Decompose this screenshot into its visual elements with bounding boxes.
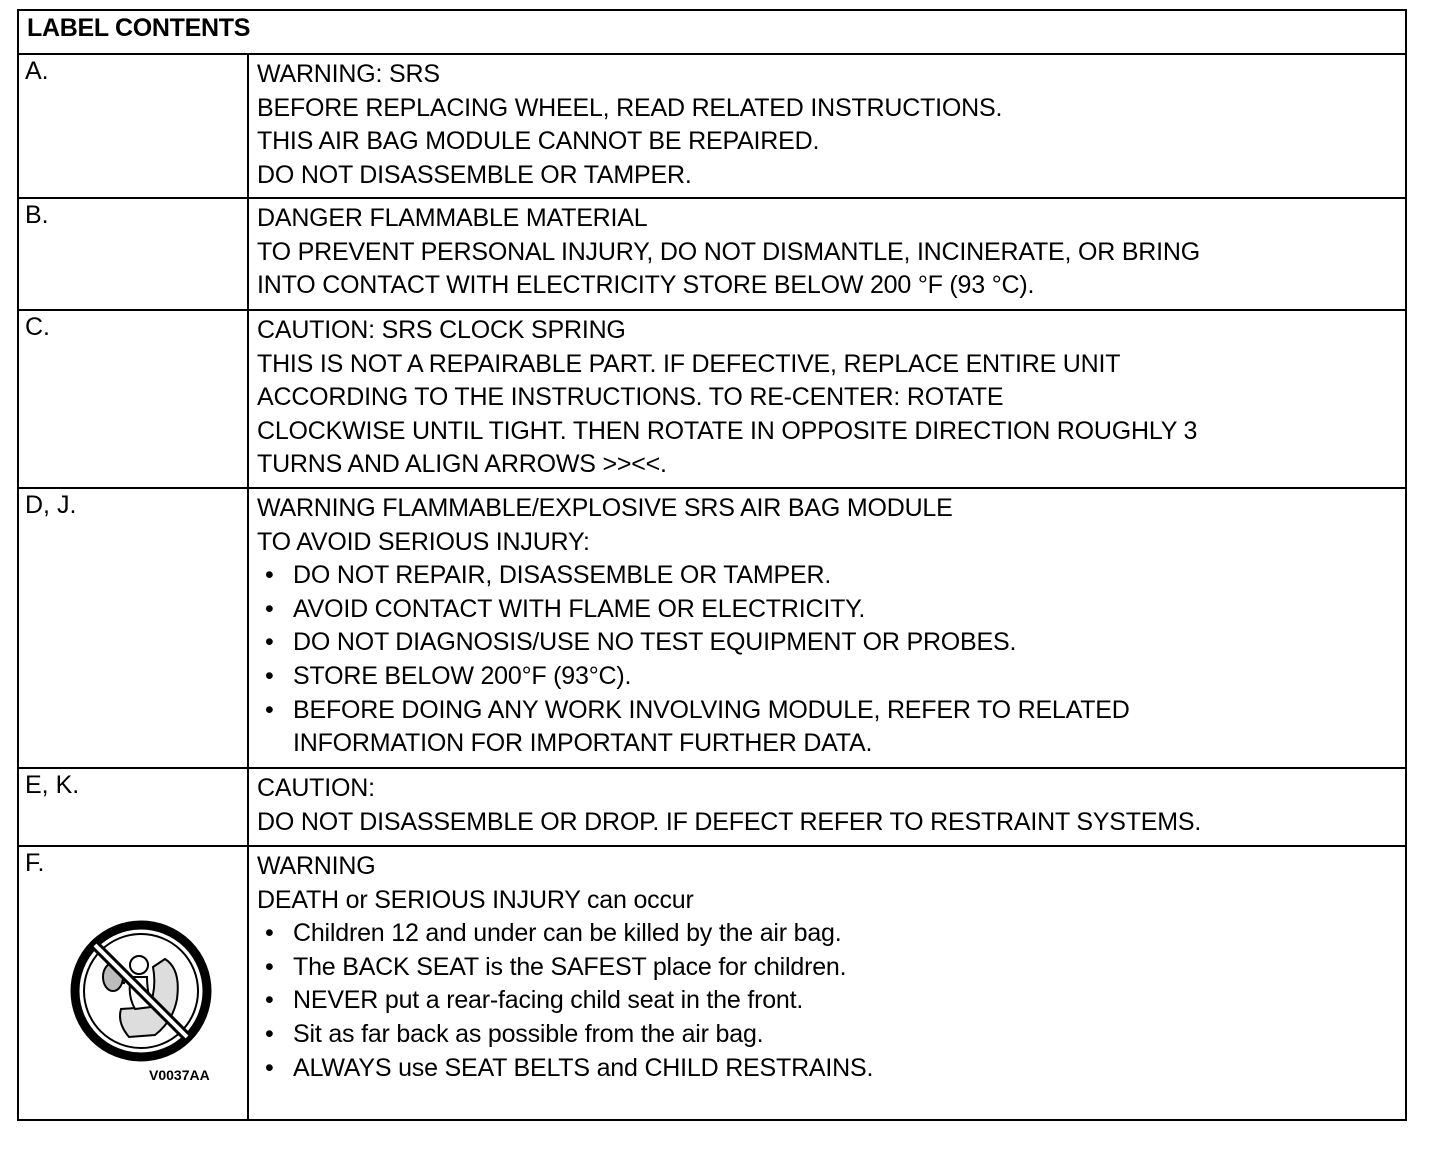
bullet-icon: • — [265, 952, 274, 981]
bullet-icon: • — [265, 594, 274, 623]
table-row-dj — [19, 489, 1405, 769]
row-text — [249, 769, 1405, 845]
table-header: LABEL CONTENTS — [19, 11, 1405, 55]
list-item: • STORE BELOW 200°F (93°C). — [257, 660, 1405, 694]
text-line: DANGER FLAMMABLE MATERIAL — [257, 204, 648, 232]
text-line: WARNING — [257, 852, 376, 880]
bullet-icon: • — [265, 661, 274, 690]
table-row-ek — [19, 769, 1405, 847]
bullet-icon: • — [265, 628, 274, 657]
bullet-icon: • — [265, 919, 274, 948]
text-line: THIS AIR BAG MODULE CANNOT BE REPAIRED. — [257, 127, 820, 156]
bullet-list — [257, 917, 1405, 1085]
table-row-b — [19, 199, 1405, 311]
text-line: WARNING FLAMMABLE/EXPLOSIVE SRS AIR BAG MODULE — [257, 494, 953, 522]
row-text — [249, 847, 1405, 1119]
text-line: DO NOT DISASSEMBLE OR DROP. IF DEFECT REFER TO RESTRAINT SYSTEMS. — [257, 807, 1202, 836]
row-text — [249, 199, 1405, 309]
bullet-icon: • — [265, 1019, 274, 1048]
text-line: TO PREVENT PERSONAL INJURY, DO NOT DISMANTLE, INCINERATE, OR BRING — [257, 237, 1201, 266]
text-line: INTO CONTACT WITH ELECTRICITY STORE BELOW 200 °F (93 °C). — [257, 271, 1035, 300]
row-text — [249, 311, 1405, 487]
table-row-c — [19, 311, 1405, 489]
bullet-icon: • — [265, 986, 274, 1015]
row-label: F. — [25, 849, 45, 877]
icon-code: V0037AA — [149, 1067, 210, 1083]
list-item: • NEVER put a rear-facing child seat in the front. — [257, 984, 1405, 1018]
row-label: E, K. — [19, 769, 249, 845]
text-line: CAUTION: — [257, 774, 375, 802]
row-label: A. — [19, 55, 249, 197]
bullet-list — [257, 559, 1405, 761]
text-line: DEATH or SERIOUS INJURY can occur — [257, 885, 694, 914]
list-item: • The BACK SEAT is the SAFEST place for children. — [257, 951, 1405, 985]
row-label: D, J. — [19, 489, 249, 767]
text-line: CLOCKWISE UNTIL TIGHT. THEN ROTATE IN OPPOSITE DIRECTION ROUGHLY 3 — [257, 416, 1198, 445]
bullet-icon: • — [265, 561, 274, 590]
text-line: DO NOT DISASSEMBLE OR TAMPER. — [257, 160, 692, 189]
text-line: THIS IS NOT A REPAIRABLE PART. IF DEFECTIVE, REPLACE ENTIRE UNIT — [257, 349, 1121, 378]
text-line: ACCORDING TO THE INSTRUCTIONS. TO RE-CENTER: ROTATE — [257, 383, 1004, 412]
list-item: • Children 12 and under can be killed by the air bag. — [257, 917, 1405, 951]
text-line: TO AVOID SERIOUS INJURY: — [257, 527, 590, 556]
text-line: WARNING: SRS — [257, 60, 440, 88]
row-label: C. — [19, 311, 249, 487]
table-row-a — [19, 55, 1405, 199]
label-contents-table — [17, 9, 1407, 1121]
table-row-f — [19, 847, 1405, 1119]
text-line: BEFORE REPLACING WHEEL, READ RELATED INSTRUCTIONS. — [257, 93, 1003, 122]
no-child-seat-icon — [69, 919, 214, 1079]
row-label-cell — [19, 847, 249, 1119]
list-item: • AVOID CONTACT WITH FLAME OR ELECTRICITY. — [257, 593, 1405, 627]
list-item-continuation: INFORMATION FOR IMPORTANT FURTHER DATA. — [293, 729, 873, 758]
list-item: • Sit as far back as possible from the air bag. — [257, 1018, 1405, 1052]
row-label: B. — [19, 199, 249, 309]
row-text — [249, 489, 1405, 767]
list-item: • DO NOT REPAIR, DISASSEMBLE OR TAMPER. — [257, 559, 1405, 593]
list-item: • ALWAYS use SEAT BELTS and CHILD RESTRAINS. — [257, 1052, 1405, 1086]
list-item: • BEFORE DOING ANY WORK INVOLVING MODULE, REFER TO RELATED INFORMATION FOR IMPORTANT FURTHER DATA. — [257, 694, 1405, 761]
text-line: CAUTION: SRS CLOCK SPRING — [257, 316, 626, 344]
row-text — [249, 55, 1405, 197]
list-item: • DO NOT DIAGNOSIS/USE NO TEST EQUIPMENT OR PROBES. — [257, 626, 1405, 660]
bullet-icon: • — [265, 1053, 274, 1082]
text-line: TURNS AND ALIGN ARROWS >><<. — [257, 450, 667, 479]
bullet-icon: • — [265, 695, 274, 724]
